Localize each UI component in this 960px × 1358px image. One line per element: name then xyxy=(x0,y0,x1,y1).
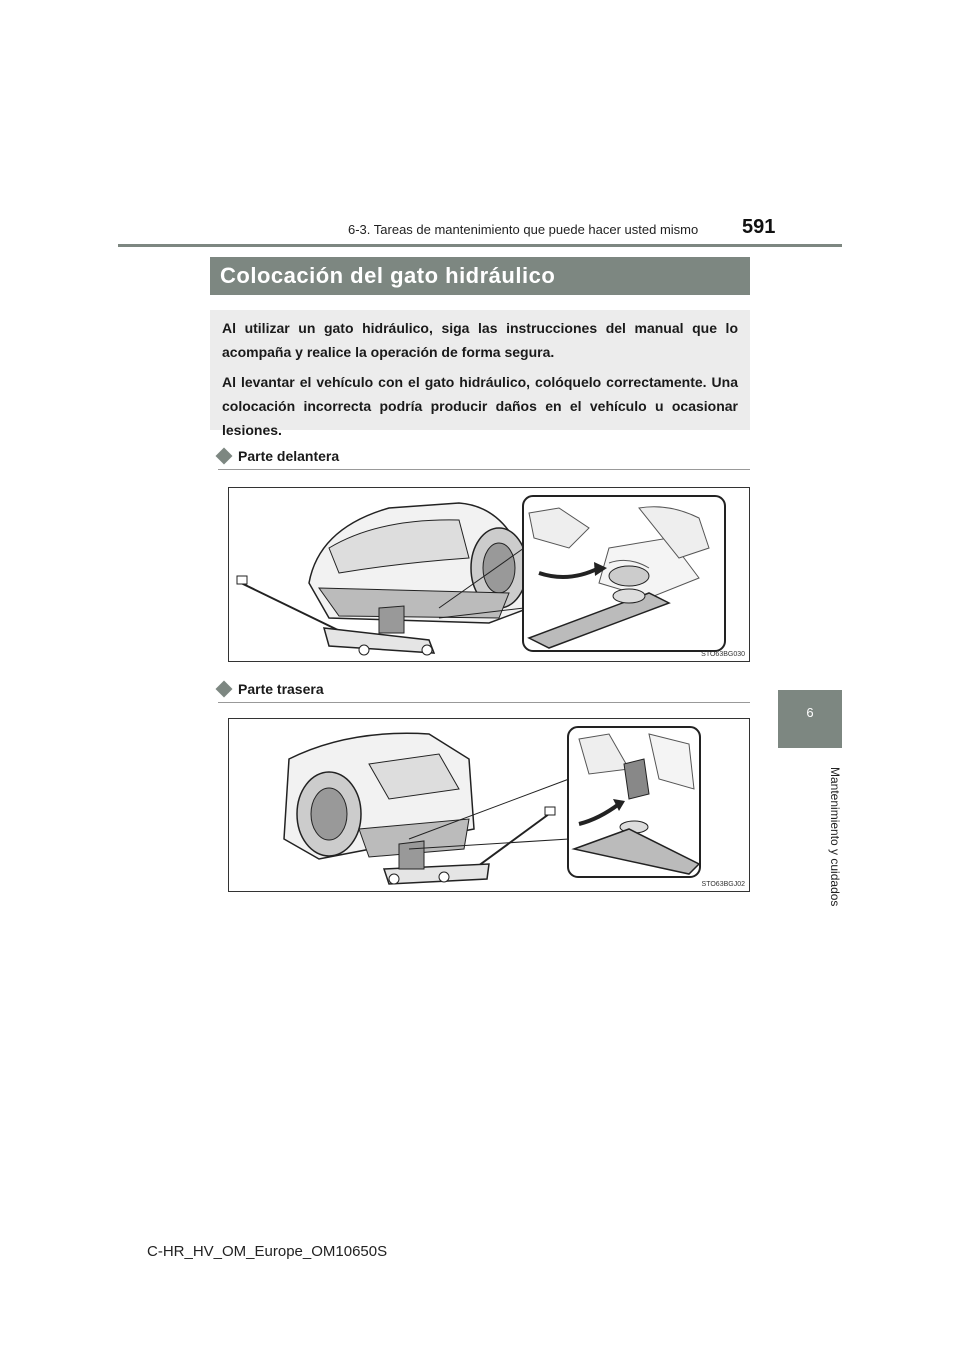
figure-code: STO63BG030 xyxy=(701,651,745,658)
figure-heading-rule xyxy=(218,702,750,703)
figure-heading-rule xyxy=(218,469,750,470)
figure-front-jack-illustration xyxy=(228,487,750,662)
front-jack-drawing xyxy=(229,488,749,661)
info-box xyxy=(210,310,750,438)
info-paragraph: Al utilizar un gato hidráulico, siga las instrucciones del manual que lo acompaña y realice la operación de forma segura. xyxy=(222,320,738,360)
chapter-tab-title-text: Mantenimiento y cuidados xyxy=(828,767,842,907)
page-number: 591 xyxy=(742,216,776,238)
diamond-bullet-icon xyxy=(216,448,233,465)
figure-rear-jack-illustration xyxy=(228,718,750,892)
figure-heading-rear-text: Parte trasera xyxy=(238,681,324,697)
chapter-tab-number: 6 xyxy=(806,705,814,720)
figure-heading-front xyxy=(218,448,339,464)
chapter-tab-title xyxy=(778,755,842,917)
diamond-bullet-icon xyxy=(216,681,233,698)
figure-heading-front-text: Parte delantera xyxy=(238,448,340,464)
info-paragraph: Al levantar el vehículo con el gato hidráulico, colóquelo correctamente. Una colocación incorrecta podría producir daños en el vehículo u ocasionar lesiones. xyxy=(222,374,738,438)
footer-doc-id: C-HR_HV_OM_Europe_OM10650S xyxy=(147,1243,388,1260)
header-section-text: 6-3. Tareas de mantenimiento que puede hacer usted mismo xyxy=(348,222,699,237)
section-title: Colocación del gato hidráulico xyxy=(210,257,750,295)
rear-jack-drawing xyxy=(229,719,749,891)
figure-code: STO63BGJ02 xyxy=(701,881,745,888)
figure-heading-rear xyxy=(218,681,324,697)
header-divider xyxy=(118,244,842,247)
